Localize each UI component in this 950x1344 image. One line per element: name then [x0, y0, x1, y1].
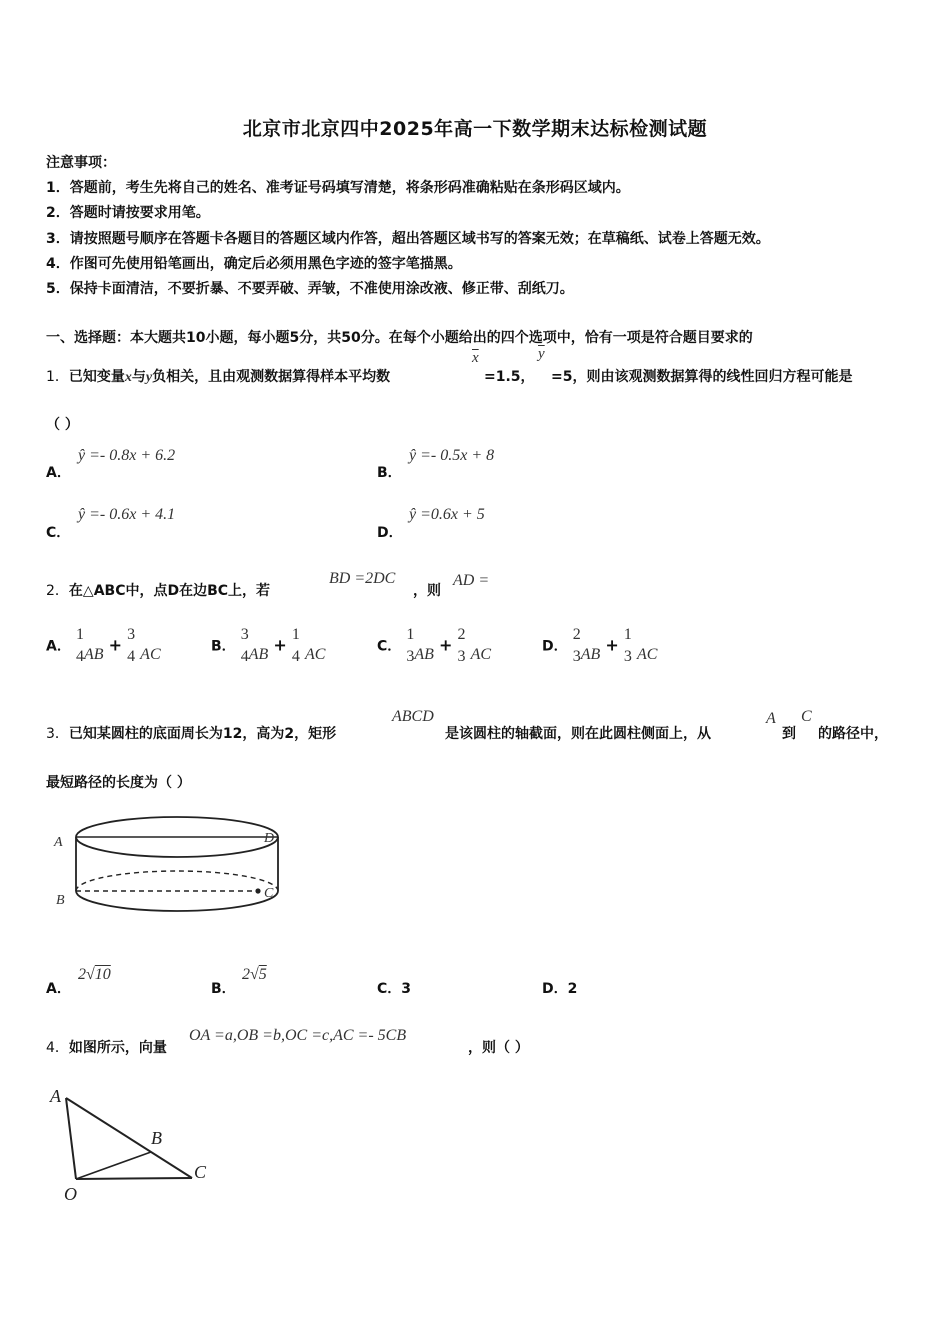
- q2-option-a-v2: AC: [140, 645, 161, 663]
- vector-figure: [40, 1080, 230, 1210]
- q4-condition: OA =a,OB =b,OC =c,AC =- 5CB: [189, 1027, 407, 1044]
- q1-option-c-label: C．: [46, 525, 71, 541]
- q1-option-c-expr: ŷ =- 0.6x + 4.1: [78, 506, 176, 523]
- segment-oc: [76, 1178, 192, 1179]
- section-header: 一、选择题：本大题共10小题，每小题5分，共50分。在每个小题给出的四个选项中，恰有一项是符合题目要求的: [46, 330, 753, 346]
- q1-xbar-value: =1.5，: [484, 369, 535, 385]
- q2-option-a: [46, 624, 161, 668]
- notice-item-5: 5．保持卡面清洁，不要折暴、不要弄破、弄皱，不准使用涂改液、修正带、刮纸刀。: [46, 281, 574, 297]
- q3-option-a-expr: 2√10: [78, 966, 111, 983]
- q1-var-y: y: [145, 370, 153, 385]
- q3-line-2: 最短路径的长度为（ ）: [46, 775, 191, 791]
- q2-option-a-plus: +: [108, 635, 122, 655]
- vector-label-c: C: [194, 1162, 207, 1182]
- q3-rect: ABCD: [392, 708, 434, 725]
- q2-option-b-v2: AC: [305, 645, 326, 663]
- vector-label-b: B: [151, 1128, 162, 1148]
- q1-xbar-symbol: $\overline{x}$: [472, 350, 479, 366]
- q2-option-d-plus: +: [605, 635, 619, 655]
- cylinder-bottom-back-arc: [76, 871, 278, 891]
- notice-item-3: 3．请按照题号顺序在答题卡各题目的答题区域内作答，超出答题区域书写的答案无效；在草稿纸、试卷上答题无效。: [46, 231, 770, 247]
- q1-number: 1．: [46, 369, 69, 385]
- point-c-dot: [255, 888, 260, 893]
- q2-option-b-frac2: 1 4: [291, 626, 300, 665]
- q2-option-d-frac1: 2 3: [572, 626, 581, 665]
- cylinder-label-c: C: [264, 886, 274, 901]
- q3-text-c: 的路径中，: [818, 726, 888, 742]
- q4-text-b: ，则（ ）: [468, 1040, 529, 1056]
- q4-text-a: 如图所示，向量: [68, 1040, 167, 1056]
- cylinder-figure: [48, 800, 288, 915]
- q3-line-1: [46, 723, 336, 743]
- q1-line: [46, 366, 390, 386]
- q1-option-d-label: D．: [377, 525, 403, 541]
- page-title: 北京市北京四中2025年高一下数学期末达标检测试题: [242, 118, 708, 140]
- cylinder-label-b: B: [56, 893, 65, 908]
- q4-number: 4．: [46, 1040, 69, 1056]
- q2-line: [46, 580, 270, 600]
- q2-option-a-frac1: 1 4: [75, 626, 84, 665]
- q2-option-c-v1: AB: [414, 645, 434, 663]
- q3-option-d: D．2: [542, 981, 578, 997]
- q3-option-b-expr: 2√5: [242, 966, 267, 983]
- cylinder-label-d: D: [264, 831, 275, 846]
- q2-option-d-frac2: 1 3: [623, 626, 632, 665]
- notice-item-2: 2．答题时请按要求用笔。: [46, 205, 210, 221]
- q1-answer-paren: （ ）: [46, 417, 79, 433]
- q3-option-c: C．3: [377, 981, 412, 997]
- q2-condition: BD =2DC: [329, 570, 396, 587]
- q3-option-a-label: A．: [46, 981, 71, 997]
- q3-text-b: 是该圆柱的轴截面，则在此圆柱侧面上，从: [445, 726, 711, 742]
- vector-label-o: O: [64, 1184, 77, 1204]
- q1-option-b-expr: ŷ =- 0.5x + 8: [409, 447, 495, 464]
- q2-option-c-frac1: 1 3: [406, 626, 415, 665]
- q2-ask: AD =: [453, 572, 490, 589]
- notice-item-4: 4．作图可先使用铅笔画出，确定后必须用黑色字迹的签字笔描黑。: [46, 256, 462, 272]
- q1-option-d-expr: ŷ =0.6x + 5: [409, 506, 485, 523]
- q2-option-b-v1: AB: [248, 645, 269, 663]
- q2-option-c-frac2: 2 3: [457, 626, 466, 665]
- q2-option-b: [211, 624, 325, 668]
- q2-option-d-label: D．: [542, 638, 568, 655]
- cylinder-bottom-front-arc: [76, 891, 278, 911]
- segment-ob: [76, 1152, 151, 1179]
- q3-number: 3．: [46, 726, 69, 742]
- q2-option-b-frac1: 3 4: [240, 626, 249, 665]
- q3-to: C: [801, 708, 812, 725]
- q2-option-c-v2: AC: [470, 645, 492, 663]
- q1-option-a-expr: ŷ =- 0.8x + 6.2: [78, 447, 176, 464]
- q2-option-c-plus: +: [439, 635, 453, 655]
- q1-text-a: 已知变量: [68, 369, 125, 385]
- q1-option-a-label: A．: [46, 465, 71, 481]
- q1-option-b-label: B．: [377, 465, 402, 481]
- q1-text-c: 负相关，且由观测数据算得样本平均数: [152, 369, 391, 385]
- q2-option-a-label: A．: [46, 638, 71, 655]
- notice-heading: 注意事项：: [46, 155, 116, 171]
- q3-to-word: 到: [782, 726, 796, 742]
- q2-option-b-plus: +: [273, 635, 287, 655]
- q2-text-a: 在△ABC中，点D在边BC上，若: [68, 583, 271, 599]
- q2-option-d-v2: AC: [636, 645, 658, 663]
- segment-ac: [66, 1098, 192, 1178]
- vector-label-a: A: [50, 1086, 61, 1106]
- q2-option-d-v1: AB: [580, 645, 601, 663]
- q2-option-d: [542, 624, 657, 668]
- notice-item-1: 1．答题前，考生先将自己的姓名、准考证号码填写清楚，将条形码准确粘贴在条形码区域内。: [46, 180, 630, 196]
- q1-text-b: 与: [131, 369, 146, 385]
- q1-ybar-symbol: $\overline{y}$: [538, 346, 545, 362]
- q4-line: [46, 1037, 167, 1057]
- q1-ybar-value: =5，则由该观测数据算得的线性回归方程可能是: [551, 369, 853, 385]
- q2-text-b: ，则: [413, 583, 441, 599]
- q2-option-a-v1: AB: [83, 645, 104, 663]
- q1-var-x: x: [124, 370, 132, 385]
- q2-number: 2．: [46, 583, 69, 599]
- segment-oa: [66, 1098, 76, 1179]
- q2-option-b-label: B．: [211, 638, 236, 655]
- q3-option-b-label: B．: [211, 981, 236, 997]
- q2-option-c: [377, 624, 491, 668]
- q2-option-a-frac2: 3 4: [127, 626, 136, 665]
- cylinder-label-a: A: [54, 835, 63, 850]
- q3-text-a: 已知某圆柱的底面周长为12，高为2，矩形: [68, 726, 337, 742]
- q3-from: A: [766, 710, 776, 727]
- q2-option-c-label: C．: [377, 638, 402, 655]
